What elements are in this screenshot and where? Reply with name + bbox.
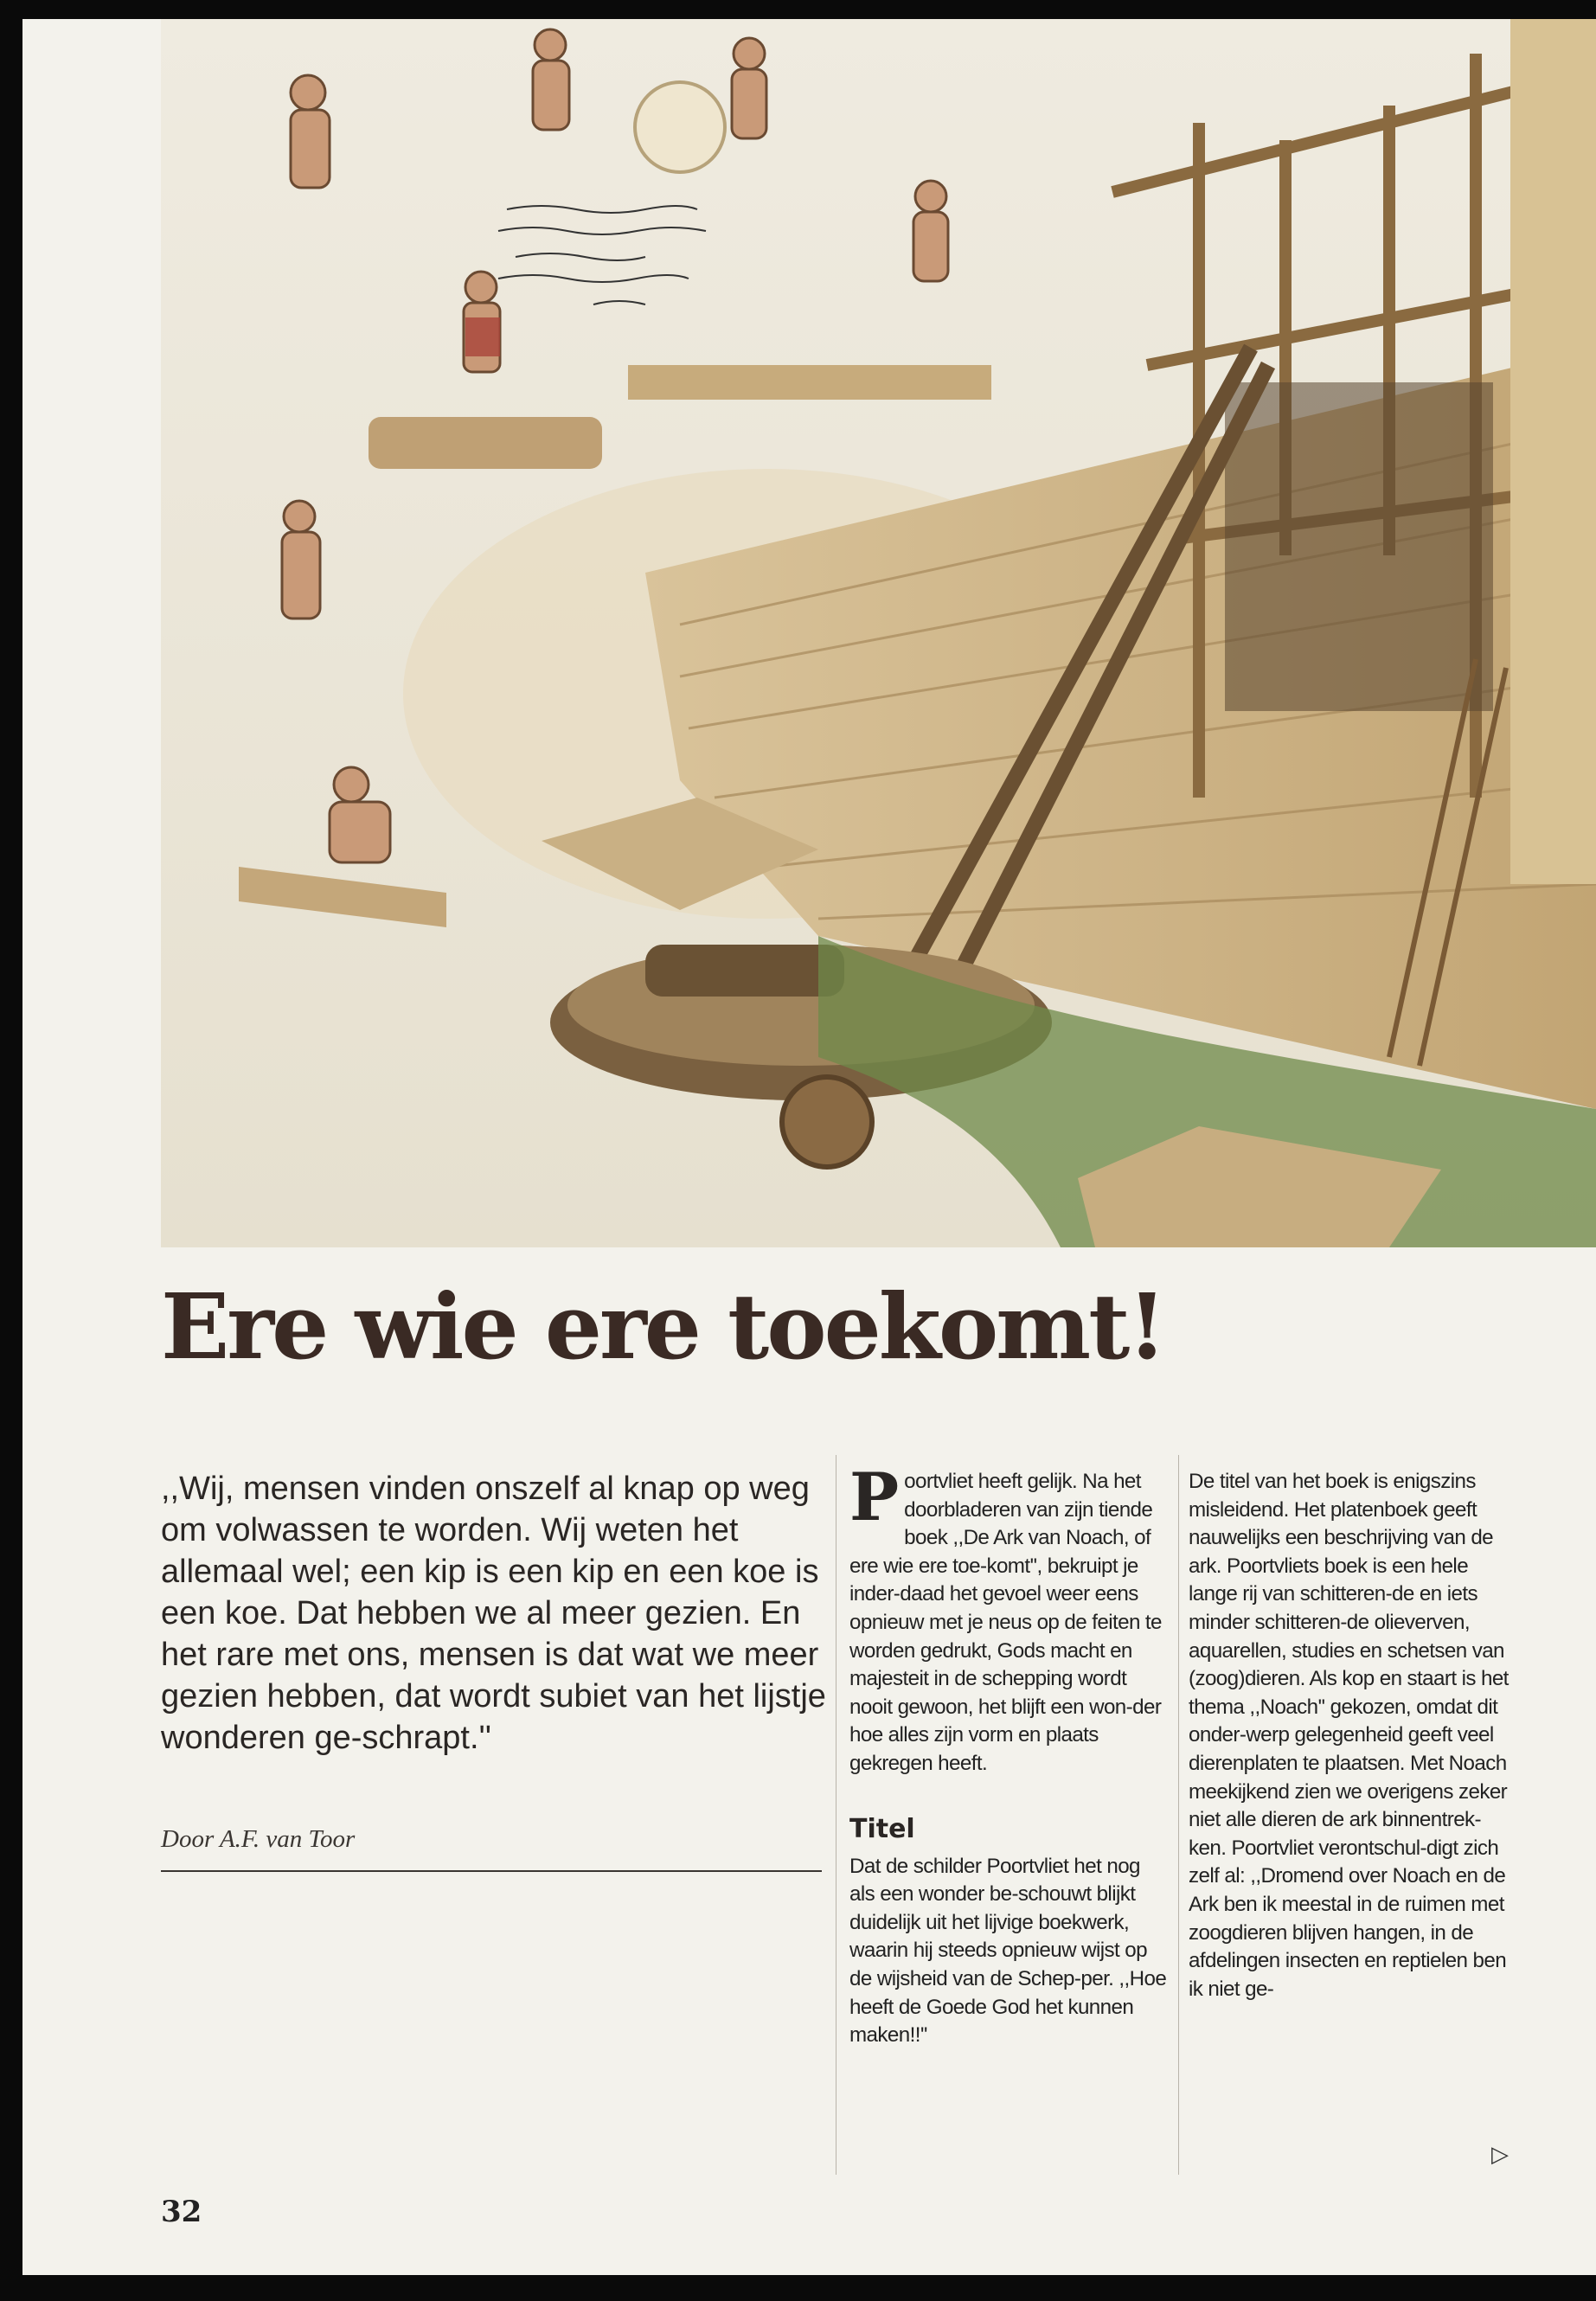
- paragraph: oortvliet heeft gelijk. Na het doorbladeren van zijn tiende boek ,,De Ark van Noach, of ere wie ere toe-komt'', bekruipt je inder-daad het gevoel weer eens opnieuw met je neus op de feiten te worden gedrukt, Gods macht en majesteit in de schepping wordt nooit gewoon, het blijft een won-der hoe alles zijn vorm en plaats gekregen heeft.: [849, 1470, 1162, 1775]
- continue-arrow-icon: ▷: [1491, 2142, 1509, 2168]
- byline: Door A.F. van Toor: [161, 1825, 356, 1853]
- column-divider: [1178, 1455, 1179, 2175]
- drop-cap: P: [849, 1458, 900, 1535]
- text-column-3: [1189, 1468, 1517, 2003]
- paragraph: De titel van het boek is enigszins misleidend. Het platenboek geeft nauwelijks een beschrijving van de ark. Poortvliets boek is een hele lange rij van schitteren-de en iets minder schitteren-de olieverven, aquarellen, studies en schetsen van (zoog)dieren. Als kop en staart is het thema ,,Noach'' gekozen, omdat dit onder-werp gelegenheid geeft veel dierenplaten te plaatsen. Met Noach meekijkend zien we overigens zeker niet alle dieren de ark binnentrek-ken. Poortvliet verontschul-digt zich zelf al: ,,Dromend over Noach en de Ark ben ik meestal in de ruimen met zoogdieren blijven hangen, in de afdelingen insecten en reptielen ben ik niet ge-: [1189, 1470, 1509, 2001]
- byline-divider: [161, 1870, 822, 1872]
- ark-construction-illustration: [161, 19, 1596, 1247]
- text-column-2: [849, 1458, 1170, 2050]
- article-title: Ere wie ere toekomt!: [161, 1273, 1164, 1380]
- magazine-page: [22, 19, 1596, 2275]
- section-heading: Titel: [849, 1813, 915, 1844]
- illustration-drawing: [161, 19, 1596, 1247]
- paragraph: Dat de schilder Poortvliet het nog als een wonder be-schouwt blijkt duidelijk uit het lijvige boekwerk, waarin hij steeds opnieuw wijst op de wijsheid van de Schep-per. ,,Hoe heeft de Goede God het kunnen maken!!'': [849, 1854, 1167, 2048]
- intro-quote: ,,Wij, mensen vinden onszelf al knap op weg om volwassen te worden. Wij weten het allemaal wel; een kip is een kip en een koe is een koe. Dat hebben we al meer gezien. En het rare met ons, mensen is dat wat we meer gezien hebben, dat wordt subiet van het lijstje wonderen ge-schrapt.'': [161, 1471, 826, 1756]
- page-number: 32: [161, 2195, 202, 2229]
